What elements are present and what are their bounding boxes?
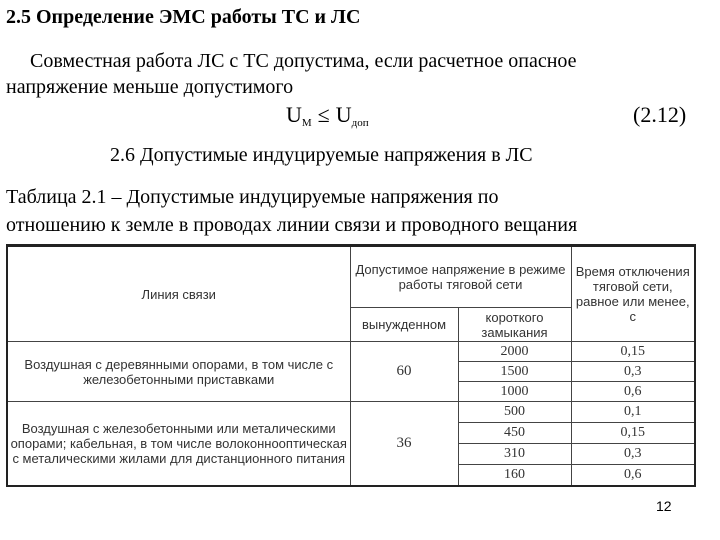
subsection-heading: 2.6 Допустимые индуцируемые напряжения в ЛС <box>110 144 533 166</box>
paragraph-line-1: Совместная работа ЛС с ТС допустима, если расчетное опасное <box>30 50 577 72</box>
header-time: Время отключения тяговой сети, равное или менее, с <box>571 246 695 342</box>
formula <box>286 102 369 129</box>
formula-right-subscript: доп <box>351 117 369 129</box>
short-circuit-cell: 310 <box>458 444 571 465</box>
header-forced: вынужденном <box>350 308 458 342</box>
short-circuit-cell: 1000 <box>458 382 571 402</box>
line-type-cell: Воздушная с деревянными опорами, в том числе с железобетонными приставками <box>7 342 350 402</box>
forced-voltage-cell: 36 <box>350 402 458 486</box>
header-voltage: Допустимое напряжение в режиме работы тяговой сети <box>350 246 571 308</box>
line-type-cell: Воздушная с железобетонными или металическими опорами; кабельная, в том числе волоконнооптическая с металическими жилами для дистанционного питания <box>7 402 350 486</box>
time-cell: 0,15 <box>571 342 695 362</box>
time-cell: 0,3 <box>571 444 695 465</box>
equation-number: (2.12) <box>633 102 687 127</box>
page-number: 12 <box>656 498 672 514</box>
header-line: Линия связи <box>7 246 350 342</box>
table-caption-line-1: Таблица 2.1 – Допустимые индуцируемые напряжения по <box>6 186 499 208</box>
table-caption-line-2: отношению к земле в проводах линии связи и проводного вещания <box>6 214 578 236</box>
time-cell: 0,15 <box>571 423 695 444</box>
voltage-norms-table <box>6 244 696 487</box>
short-circuit-cell: 500 <box>458 402 571 423</box>
time-cell: 0,6 <box>571 382 695 402</box>
table-row <box>7 342 695 362</box>
short-circuit-cell: 160 <box>458 465 571 486</box>
paragraph-line-2: напряжение меньше допустимого <box>6 76 294 98</box>
short-circuit-cell: 2000 <box>458 342 571 362</box>
forced-voltage-cell: 60 <box>350 342 458 402</box>
section-heading: 2.5 Определение ЭМС работы ТС и ЛС <box>6 6 361 28</box>
time-cell: 0,3 <box>571 362 695 382</box>
header-short-circuit: короткого замыкания <box>458 308 571 342</box>
formula-left-subscript: M <box>301 117 312 129</box>
short-circuit-cell: 1500 <box>458 362 571 382</box>
formula-operator: ≤ <box>317 102 330 127</box>
table-row <box>7 402 695 423</box>
formula-right: U <box>335 102 352 127</box>
short-circuit-cell: 450 <box>458 423 571 444</box>
formula-left: U <box>286 102 302 127</box>
time-cell: 0,6 <box>571 465 695 486</box>
time-cell: 0,1 <box>571 402 695 423</box>
